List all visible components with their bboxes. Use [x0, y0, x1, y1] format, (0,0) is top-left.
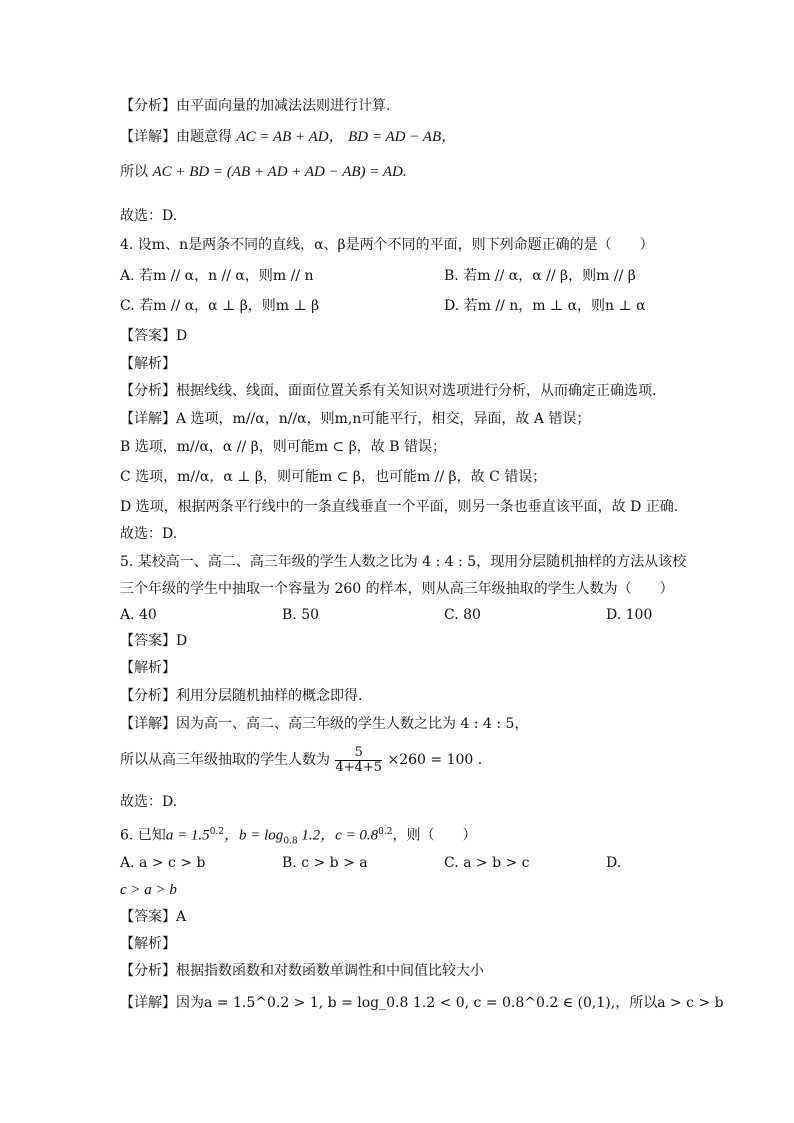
q3-result-prefix: 所以: [120, 164, 148, 180]
q4-detail-a: 【详解】A 选项，m//α，n//α，则m,n可能平行，相交，异面，故 A 错误；: [120, 411, 591, 427]
q5-detail: 【详解】因为高一、高二、高三年级的学生人数之比为 4 : 4 : 5，: [120, 716, 529, 732]
q6-stem-prefix: 6. 已知: [120, 827, 166, 844]
q5-option-d: D. 100: [606, 607, 653, 623]
q5-fraction: [335, 746, 382, 775]
q4-option-c: C. 若m // α，α ⊥ β，则m ⊥ β: [120, 298, 320, 314]
q5-result-suffix: ×260 = 100 .: [387, 752, 483, 768]
q6-sub-b: 0.8: [283, 836, 298, 847]
q4-detail-b: B 选项，m//α，α // β，则可能m ⊂ β，故 B 错误；: [120, 439, 446, 455]
q5-result-prefix: 所以从高三年级抽取的学生人数为: [120, 752, 330, 768]
q6-option-d-label: D.: [606, 855, 622, 871]
q4-detail-c: C 选项，m//α，α ⊥ β，则可能m ⊂ β，也可能m // β，故 C 错误；: [120, 469, 547, 485]
q6-option-b: B. c > b > a: [282, 855, 368, 871]
q3-analysis: 【分析】由平面向量的加减法法则进行计算.: [120, 98, 391, 114]
q6-stem-a: a = 1.5: [165, 827, 210, 844]
q6-option-d-value: c > a > b: [120, 882, 177, 898]
q6-answer: 【答案】A: [120, 909, 187, 925]
q6-exp-a: 0.2: [209, 827, 225, 837]
q4-option-a: A. 若m // α，n // α，则m // n: [120, 268, 314, 284]
q5-option-c: C. 80: [444, 607, 481, 623]
q5-option-b: B. 50: [282, 607, 320, 623]
q3-detail-line: [120, 128, 456, 146]
q4-option-b: B. 若m // α，α // β，则m // β: [444, 268, 636, 284]
q4-analysis: 【分析】根据线线、线面、面面位置关系有关知识对选项进行分析，从而确定正确选项.: [120, 383, 657, 399]
q4-stem: 4. 设m、n是两条不同的直线，α、β是两个不同的平面，则下列命题正确的是（ ）: [120, 237, 654, 253]
q6-stem-b2: 1.2，c = 0.8: [297, 827, 379, 844]
q6-stem-b: ，b = log: [224, 827, 284, 844]
q5-explanation-heading: 【解析】: [120, 660, 176, 676]
q3-result-eq: AC + BD = (AB + AD + AD − AB) = AD.: [152, 164, 407, 180]
q6-analysis: 【分析】根据指数函数和对数函数单调性和中间值比较大小: [120, 963, 484, 979]
q4-detail-d: D 选项，根据两条平行线中的一条直线垂直一个平面，则另一条也垂直该平面，故 D 正确.: [120, 499, 679, 515]
q5-stem-line2: 三个年级的学生中抽取一个容量为 260 的样本，则从高三年级抽取的学生人数为（ ）: [120, 581, 674, 597]
q4-option-d: D. 若m // n，m ⊥ α，则n ⊥ α: [444, 298, 646, 314]
q6-option-c: C. a > b > c: [444, 855, 530, 871]
q5-answer: 【答案】D: [120, 633, 188, 649]
q5-fraction-numerator: 5: [335, 746, 382, 761]
q3-eq-ac: AC = AB + AD，: [236, 129, 344, 145]
q6-stem: [120, 823, 477, 850]
q4-explanation-heading: 【解析】: [120, 356, 176, 372]
q3-eq-bd: BD = AD − AB，: [348, 129, 457, 145]
q3-detail-prefix: 【详解】由题意得: [120, 129, 232, 145]
q5-stem-line1: 5. 某校高一、高二、高三年级的学生人数之比为 4 : 4 : 5，现用分层随机抽样的方法从该校: [120, 554, 687, 570]
q5-fraction-denominator: 4+4+5: [335, 759, 383, 775]
q3-result-line: [120, 163, 407, 181]
q6-option-a: A. a > c > b: [120, 855, 206, 871]
q5-conclusion: 故选：D.: [120, 794, 178, 810]
q5-analysis: 【分析】利用分层随机抽样的概念即得.: [120, 688, 363, 704]
q5-result-line: [120, 745, 482, 775]
q5-option-a: A. 40: [120, 607, 157, 623]
q6-exp-c: 0.2: [378, 827, 393, 837]
q6-detail: 【详解】因为a = 1.5^0.2 > 1, b = log_0.8 1.2 < 0, c = 0.8^0.2 ∈ (0,1),，所以a > c > b: [120, 995, 724, 1011]
q6-explanation-heading: 【解析】: [120, 936, 176, 952]
q4-conclusion: 故选：D.: [120, 526, 178, 542]
q3-conclusion: 故选：D.: [120, 208, 178, 224]
q6-stem-suffix: ，则（ ）: [392, 827, 477, 844]
q4-answer: 【答案】D: [120, 328, 188, 344]
